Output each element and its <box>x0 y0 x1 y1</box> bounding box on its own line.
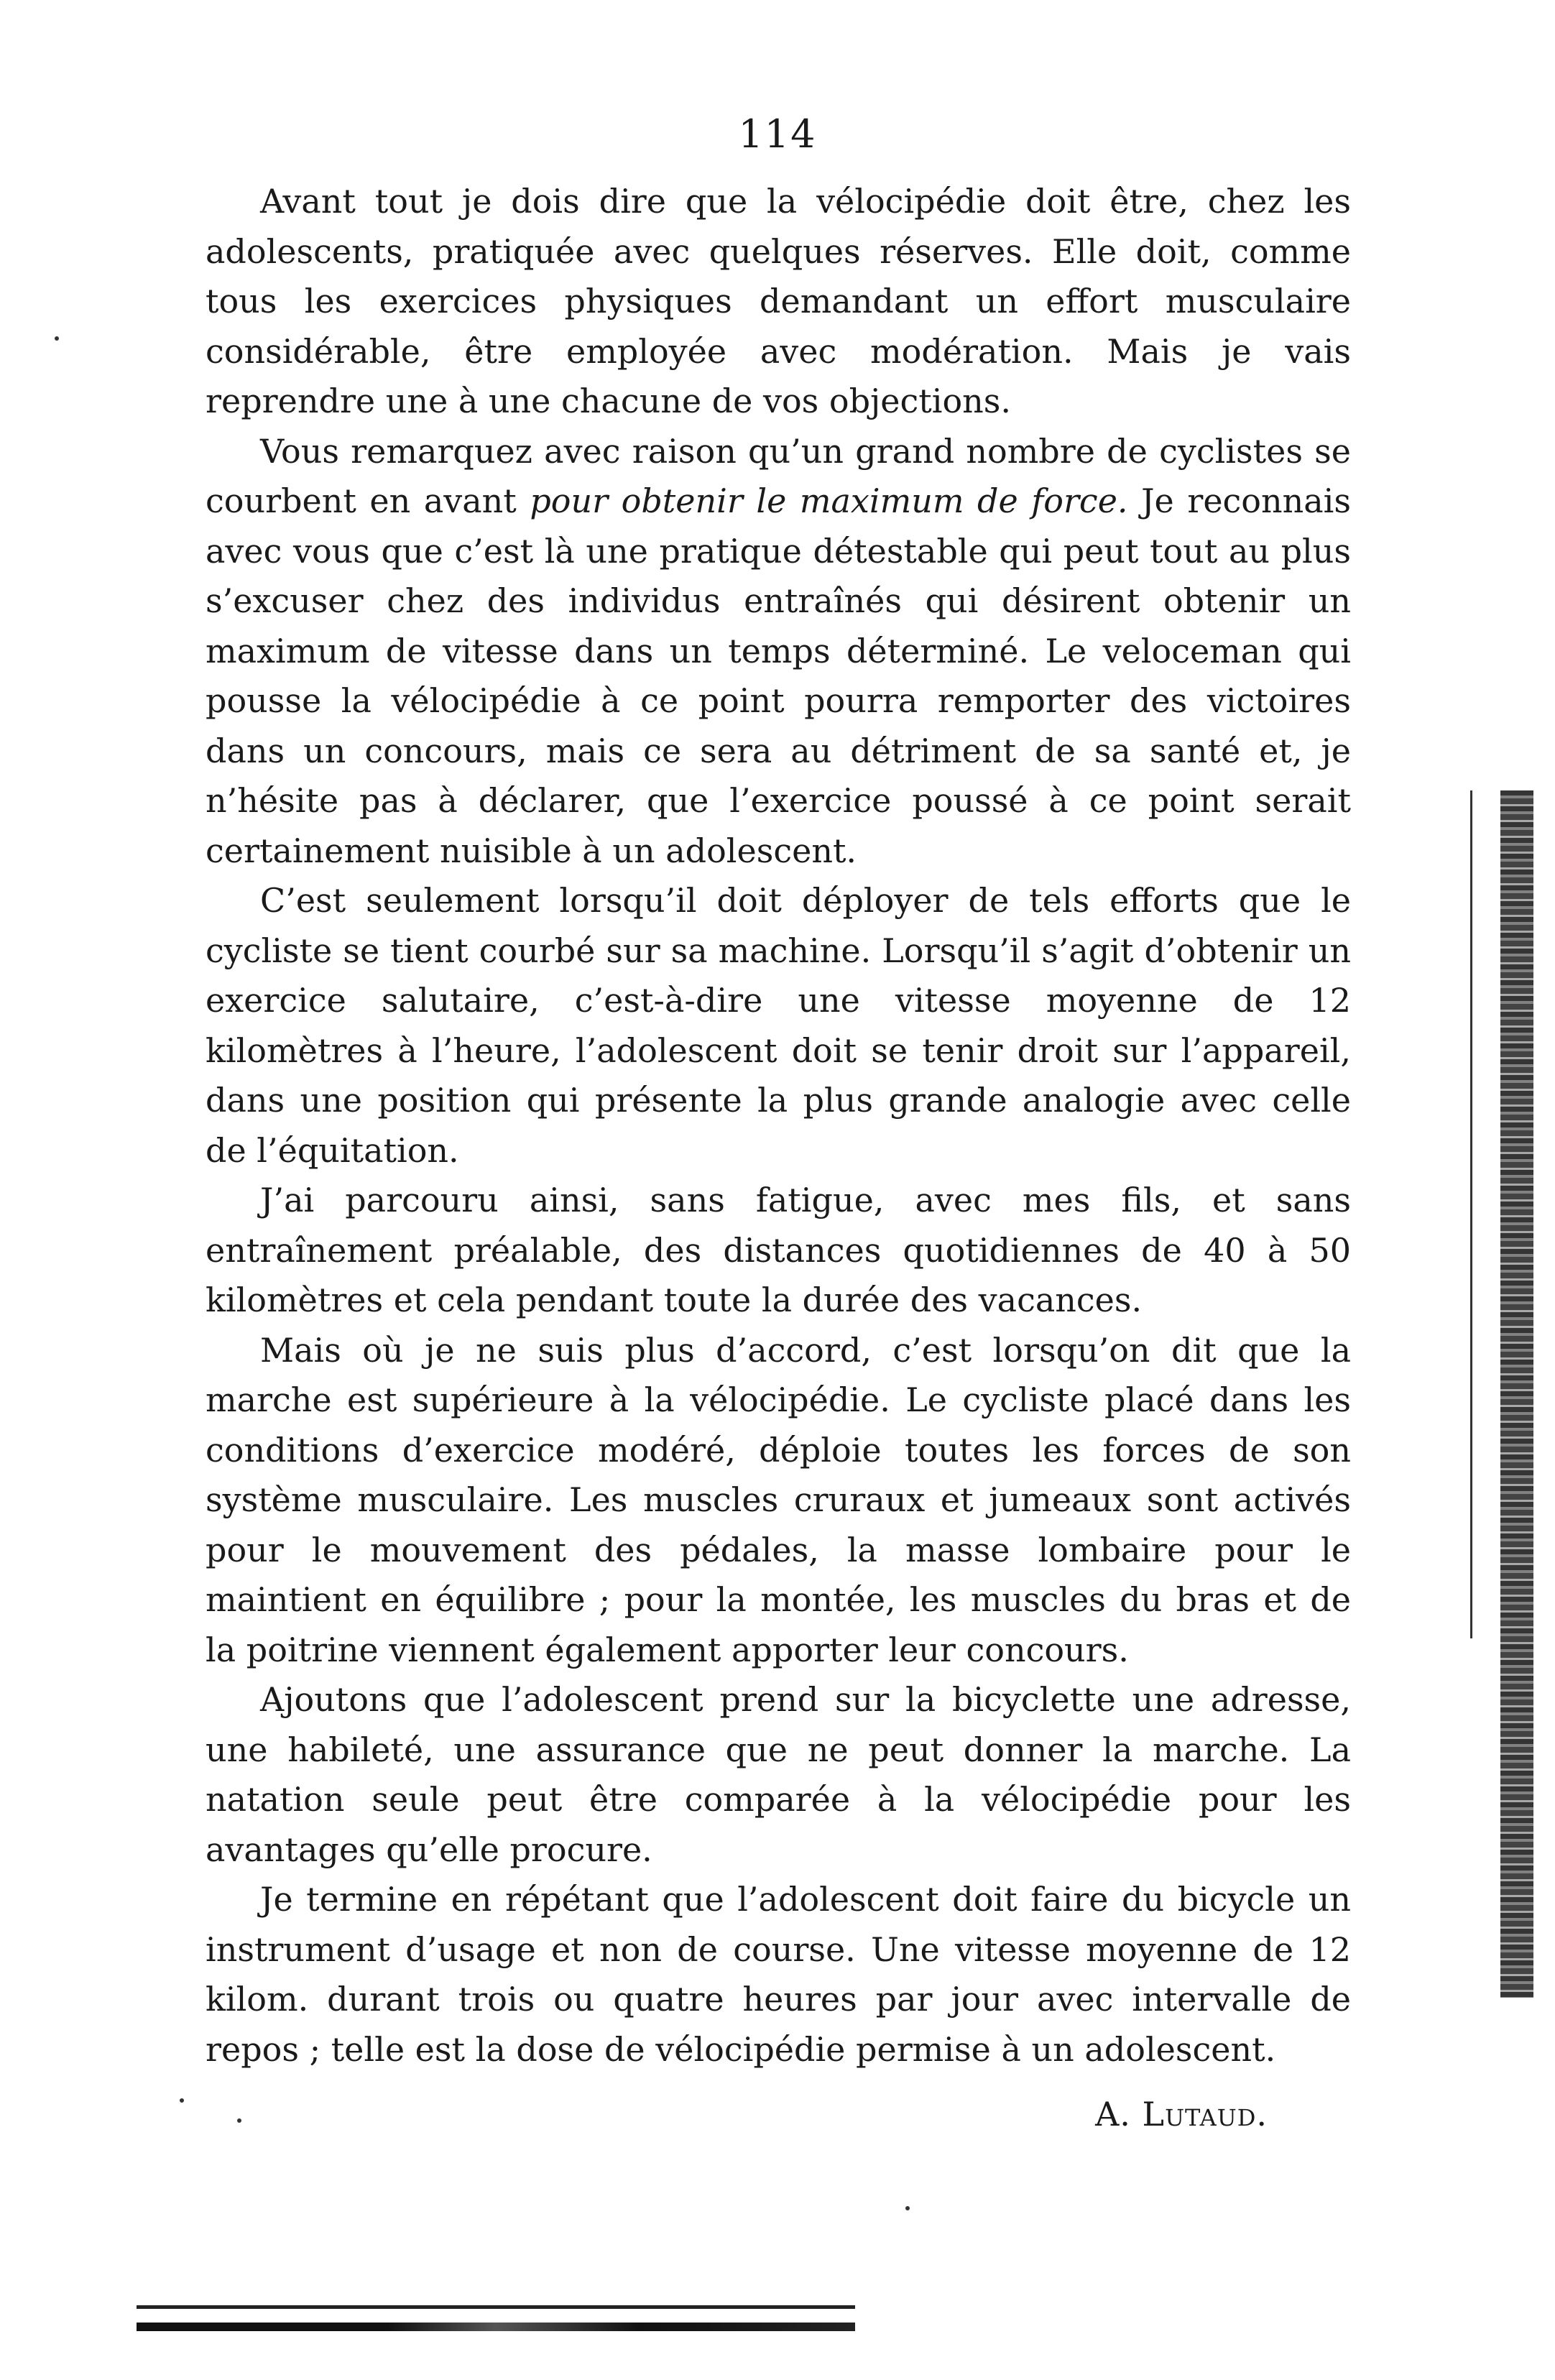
scan-speck <box>55 336 59 341</box>
scan-speck <box>237 2118 241 2123</box>
paragraph: J’ai parcouru ainsi, sans fatigue, avec mes fils, et sans entraînement préalable, des distances quotidiennes de 40 à 50 kilomètres et cela pendant toute la durée des vacances. <box>206 1181 1351 1319</box>
paragraph: Je termine en répétant que l’adolescent doit faire du bicycle un instrument d’usage et non de course. Une vitesse moyenne de 12 kilom. durant trois ou quatre heures par jour avec intervalle de repos ; telle est la dose de vélocipédie permise à un adolescent. <box>206 1880 1351 2069</box>
paragraph: C’est seulement lorsqu’il doit déployer de tels efforts que le cycliste se tient courbé sur sa machine. Lorsqu’il s’agit d’obtenir un exercice salutaire, c’est-à-dire une vitesse moyenne de 12 kilomètres à l’heure, l’adolescent doit se tenir droit sur l’appareil, dans une position qui présente la plus grande analogie avec celle de l’équitation. <box>206 881 1351 1170</box>
paragraph-text: Vous remarquez avec raison qu’un grand nombre de cyclistes se courbent en avant <box>206 431 1351 520</box>
scan-speck <box>905 2206 910 2210</box>
signature-name: Lutaud. <box>1142 2095 1268 2134</box>
paragraph: Avant tout je dois dire que la vélocipédie doit être, chez les adolescents, pratiquée avec quelques réserves. Elle doit, comme tous les exercices physiques demandant un effort musculaire considérable, être employée avec modération. Mais je vais reprendre une à une chacune de vos objections. <box>206 182 1351 420</box>
paragraph: Mais où je ne suis plus d’accord, c’est lorsqu’on dit que la marche est supérieure à la vélocipédie. Le cycliste placé dans les conditions d’exercice modéré, déploie toutes les forces de son système musculaire. Les muscles cruraux et jumeaux sont activés pour le mouvement des pédales, la masse lombaire pour le maintient en équilibre ; pour la montée, les muscles du bras et de la poitrine viennent également apporter leur concours. <box>206 1330 1351 1669</box>
body-text <box>206 177 1351 2075</box>
signature <box>1095 2090 1268 2140</box>
paragraph <box>206 427 1351 877</box>
scan-edge-shadow <box>1500 790 1533 1998</box>
page-number: 114 <box>738 111 817 157</box>
paragraph: Ajoutons que l’adolescent prend sur la bicyclette une adresse, une habileté, une assurance que ne peut donner la marche. La natation seule peut être comparée à la vélocipédie pour les avantages qu’elle procure. <box>206 1680 1351 1869</box>
italic-phrase: pour obtenir le maximum de force. <box>530 481 1128 520</box>
scan-speck <box>180 2098 184 2103</box>
signature-initial: A. <box>1095 2095 1131 2134</box>
bottom-rule-thick <box>137 2323 855 2331</box>
scan-edge-line <box>1470 790 1472 1638</box>
paragraph-text: Je reconnais avec vous que c’est là une pratique détestable qui peut tout au plus s’excuser chez des individus entraînés qui désirent obtenir un maximum de vitesse dans un temps déterminé. Le veloceman qui pousse la vélocipédie à ce point pourra remporter des victoires dans un concours, mais ce sera au détriment de sa santé et, je n’hésite pas à déclarer, que l’exercice poussé à ce point serait certainement nuisible à un adolescent. <box>206 481 1351 870</box>
bottom-rule <box>137 2305 855 2309</box>
